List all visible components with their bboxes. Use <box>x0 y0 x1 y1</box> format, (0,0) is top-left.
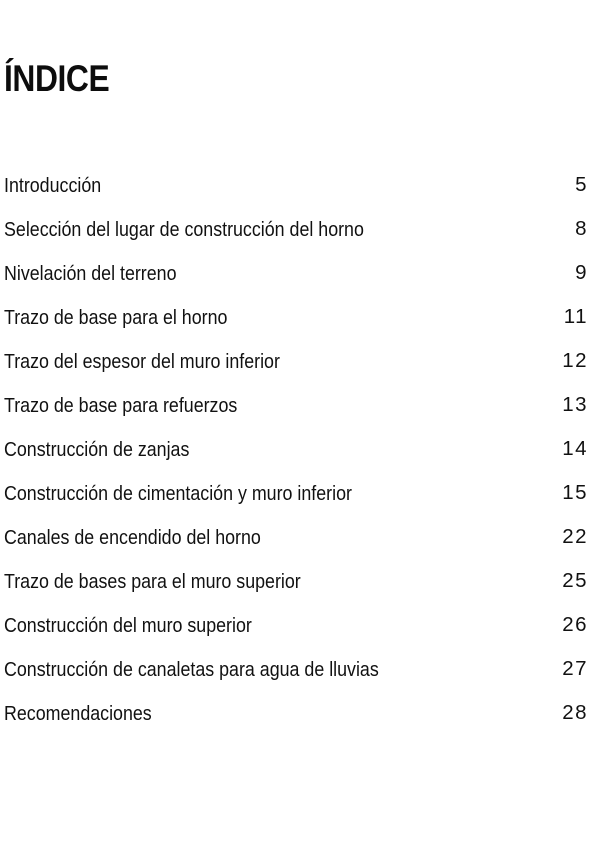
toc-entry-page-number: 28 <box>562 701 588 724</box>
toc-entry-page-number: 27 <box>562 657 588 680</box>
page-title: ÍNDICE <box>4 58 110 99</box>
toc-entry-label: Selección del lugar de construcción del horno <box>4 218 364 241</box>
toc-entry-page-number: 25 <box>562 569 588 592</box>
toc-entry-page-number: 14 <box>562 437 588 460</box>
toc-entry <box>0 520 600 564</box>
toc-entry-label: Construcción de canaletas para agua de lluvias <box>4 658 379 681</box>
toc-entry-page-number: 26 <box>562 613 588 636</box>
toc-entry <box>0 564 600 608</box>
toc-entry <box>0 212 600 256</box>
toc-entry-label: Nivelación del terreno <box>4 262 177 285</box>
toc-entry-label: Construcción del muro superior <box>4 614 252 637</box>
toc-entry-label: Trazo de base para refuerzos <box>4 394 238 417</box>
toc-entry <box>0 476 600 520</box>
toc-entry <box>0 388 600 432</box>
toc-entry-label: Construcción de zanjas <box>4 438 190 461</box>
toc-entry <box>0 300 600 344</box>
toc-entry-page-number: 12 <box>562 349 588 372</box>
toc-entry-page-number: 9 <box>575 261 588 284</box>
toc-entry-label: Recomendaciones <box>4 702 152 725</box>
toc-entry <box>0 608 600 652</box>
toc-entry-page-number: 5 <box>575 173 588 196</box>
toc-entry <box>0 168 600 212</box>
toc-entry-label: Trazo del espesor del muro inferior <box>4 350 280 373</box>
toc-entry-label: Construcción de cimentación y muro inferior <box>4 482 352 505</box>
toc-entry <box>0 432 600 476</box>
toc-entry-label: Trazo de base para el horno <box>4 306 228 329</box>
toc-entry-label: Introducción <box>4 174 102 197</box>
toc-entry-label: Canales de encendido del horno <box>4 526 261 549</box>
toc-entry-page-number: 13 <box>562 393 588 416</box>
toc-entry-label: Trazo de bases para el muro superior <box>4 570 301 593</box>
toc-entry <box>0 344 600 388</box>
toc-entry <box>0 652 600 696</box>
toc-entry-page-number: 11 <box>563 305 588 328</box>
table-of-contents <box>0 168 600 740</box>
toc-entry <box>0 256 600 300</box>
toc-entry <box>0 696 600 740</box>
toc-entry-page-number: 22 <box>562 525 588 548</box>
toc-entry-page-number: 8 <box>575 217 588 240</box>
toc-entry-page-number: 15 <box>562 481 588 504</box>
